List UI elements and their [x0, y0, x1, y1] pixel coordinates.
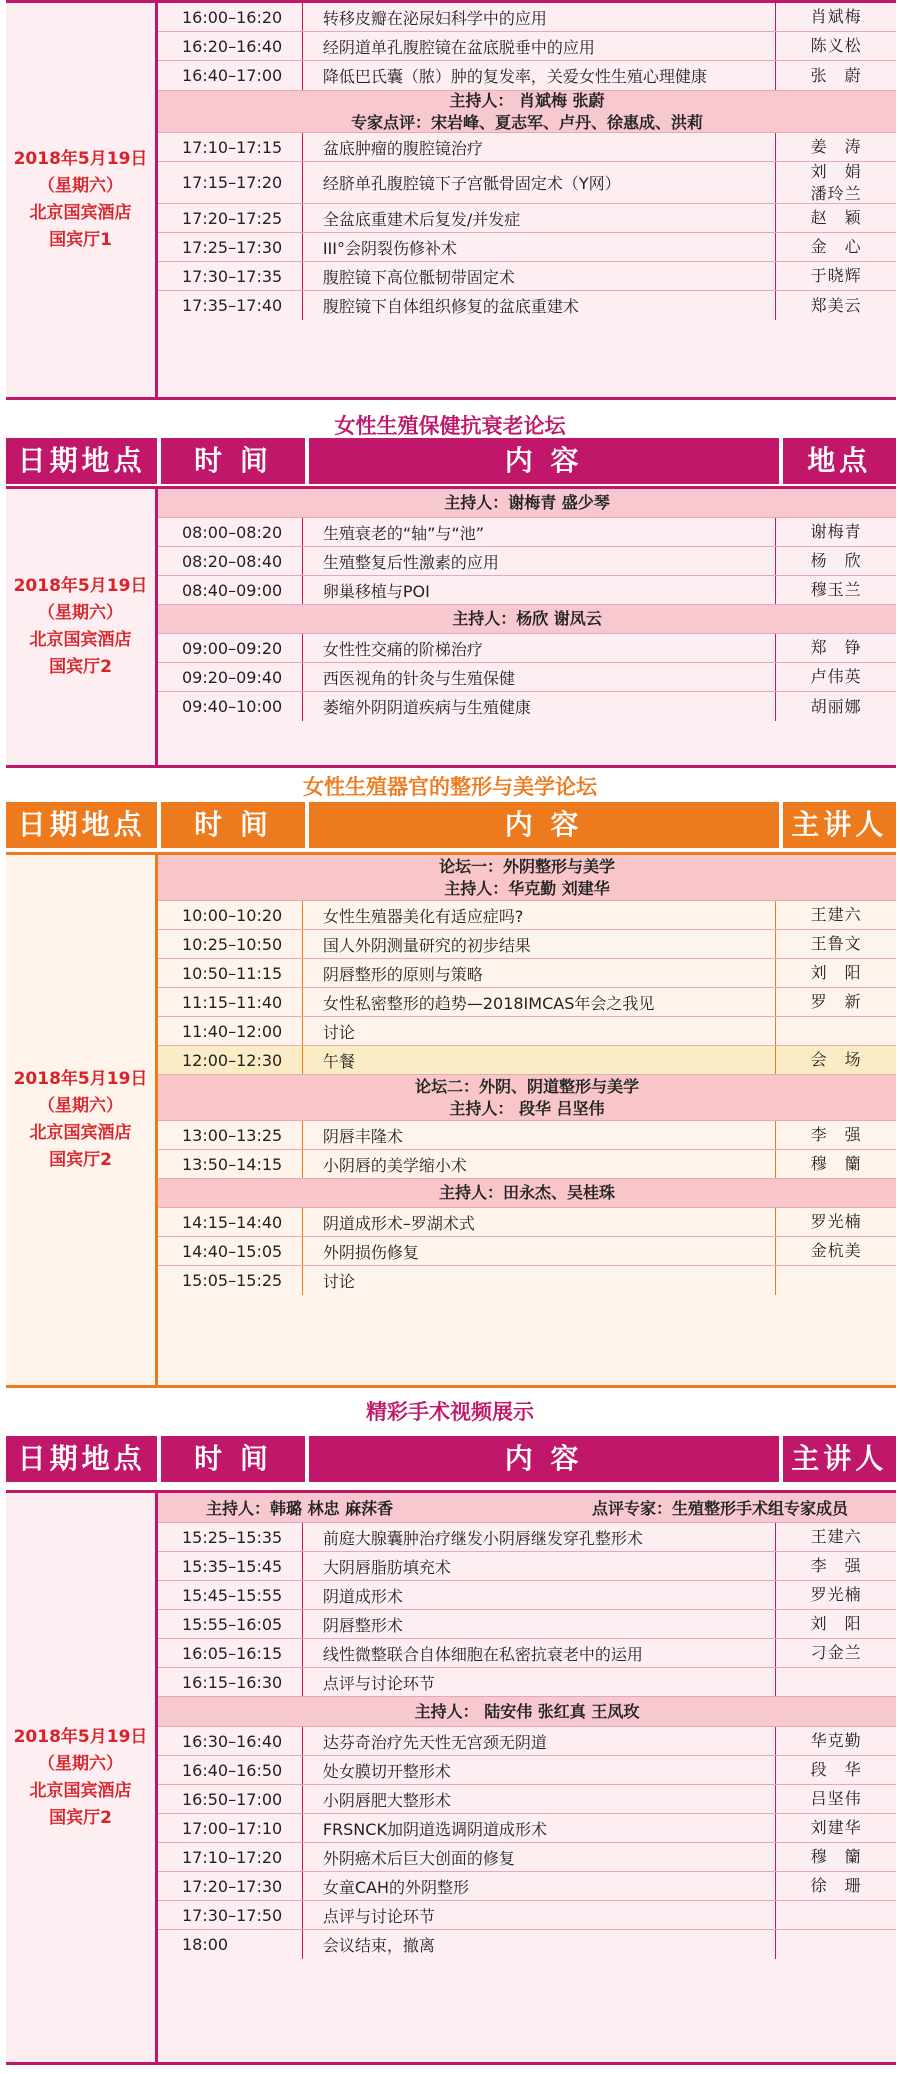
speaker-cell: 刘 娟 潘玲兰	[775, 162, 896, 203]
time-cell: 10:50–11:15	[182, 963, 283, 983]
speaker-cell: 卢伟英	[775, 663, 896, 691]
table-row	[158, 1237, 896, 1266]
time-cell: 15:55–16:05	[182, 1614, 283, 1634]
table-row	[158, 291, 896, 320]
content-cell: 经脐单孔腹腔镜下子宫骶骨固定术（Y网）	[302, 162, 775, 203]
time-cell: 09:20–09:40	[182, 667, 283, 687]
lunch-row	[158, 1046, 896, 1075]
time-cell: 10:00–10:20	[182, 905, 283, 925]
table-row	[158, 162, 896, 204]
content-cell: 小阴唇肥大整形术	[302, 1785, 775, 1813]
speaker-cell: 肖斌梅	[775, 3, 896, 31]
speaker-cell	[775, 1901, 896, 1929]
time-cell: 11:15–11:40	[182, 992, 283, 1012]
table-row	[158, 692, 896, 721]
content-cell: 外阴损伤修复	[302, 1237, 775, 1265]
content-cell: III°会阴裂伤修补术	[302, 233, 775, 261]
table-row	[158, 1785, 896, 1814]
content-cell: 全盆底重建术后复发/并发症	[302, 204, 775, 232]
table-row	[158, 547, 896, 576]
content-cell: 阴唇整形术	[302, 1610, 775, 1638]
table-row	[158, 1017, 896, 1046]
time-cell: 16:15–16:30	[182, 1672, 283, 1692]
table-row	[158, 204, 896, 233]
time-cell: 17:00–17:10	[182, 1818, 283, 1838]
speaker-cell: 谢梅青	[775, 518, 896, 546]
table-row	[158, 988, 896, 1017]
date-place-cell: 2018年5月19日 （星期六） 北京国宾酒店 国宾厅2	[6, 489, 158, 765]
moderator-bar: 论坛一：外阴整形与美学 主持人：华克勤 刘建华	[158, 855, 896, 901]
time-cell: 17:10–17:20	[182, 1847, 283, 1867]
header-speaker: 主讲人	[783, 1436, 896, 1482]
section-title-anti-aging: 女性生殖保健抗衰老论坛	[334, 414, 566, 438]
speaker-cell: 罗 新	[775, 988, 896, 1016]
table-row	[158, 930, 896, 959]
time-cell: 08:00–08:20	[182, 522, 283, 542]
moderator-bar: 论坛二：外阴、阴道整形与美学 主持人： 段华 吕坚伟	[158, 1075, 896, 1121]
content-cell: 降低巴氏囊（脓）肿的复发率，关爱女性生殖心理健康	[302, 61, 775, 90]
content-cell: 国人外阴测量研究的初步结果	[302, 930, 775, 958]
time-cell: 12:00–12:30	[182, 1050, 283, 1070]
moderator-bar: 主持人：田永杰、吴桂珠	[158, 1179, 896, 1208]
time-cell: 17:20–17:25	[182, 208, 283, 228]
header-date-place: 日期地点	[6, 802, 157, 848]
table-row	[158, 1814, 896, 1843]
moderator-bar: 主持人：杨欣 谢凤云	[158, 605, 896, 634]
speaker-cell: 穆玉兰	[775, 576, 896, 604]
table-row	[158, 3, 896, 32]
table-row	[158, 1523, 896, 1552]
table-row	[158, 1552, 896, 1581]
table-row	[158, 959, 896, 988]
speaker-cell: 胡丽娜	[775, 692, 896, 721]
schedule-table-surgery-video	[6, 1490, 896, 2065]
content-cell: 女性生殖器美化有适应症吗?	[302, 901, 775, 929]
date-place-cell: 2018年5月19日 （星期六） 北京国宾酒店 国宾厅1	[6, 3, 158, 397]
table-row	[158, 518, 896, 547]
table-row	[158, 32, 896, 61]
time-cell: 16:40–17:00	[182, 66, 283, 85]
table-row	[158, 1668, 896, 1697]
header-content: 内 容	[309, 802, 779, 848]
time-cell: 08:40–09:00	[182, 580, 283, 600]
header-content: 内 容	[309, 438, 779, 484]
speaker-cell: 李 强	[775, 1552, 896, 1580]
time-cell: 16:00–16:20	[182, 7, 283, 27]
table-row	[158, 1121, 896, 1150]
content-cell: 线性微整联合自体细胞在私密抗衰老中的运用	[302, 1639, 775, 1667]
content-cell: 女性私密整形的趋势—2018IMCAS年会之我见	[302, 988, 775, 1016]
speaker-cell: 罗光楠	[775, 1208, 896, 1236]
table-header	[6, 438, 896, 484]
time-cell: 16:05–16:15	[182, 1643, 283, 1663]
schedule-table-urogyn	[6, 0, 896, 400]
time-cell: 09:40–10:00	[182, 697, 283, 716]
table-row	[158, 1610, 896, 1639]
speaker-cell: 王鲁文	[775, 930, 896, 958]
table-row	[158, 1727, 896, 1756]
content-cell: 讨论	[302, 1017, 775, 1045]
table-row	[158, 576, 896, 605]
speaker-cell: 罗光楠	[775, 1581, 896, 1609]
header-time: 时 间	[161, 438, 304, 484]
section-title-plastic-surgery: 女性生殖器官的整形与美学论坛	[303, 775, 597, 799]
table-row	[158, 1581, 896, 1610]
table-row	[158, 663, 896, 692]
speaker-cell	[775, 1930, 896, 1959]
content-cell: 女性性交痛的阶梯治疗	[302, 634, 775, 662]
content-cell: 讨论	[302, 1266, 775, 1295]
time-cell: 16:50–17:00	[182, 1789, 283, 1809]
content-cell: 外阴癌术后巨大创面的修复	[302, 1843, 775, 1871]
table-row	[158, 1266, 896, 1295]
speaker-cell: 吕坚伟	[775, 1785, 896, 1813]
content-cell: 盆底肿瘤的腹腔镜治疗	[302, 133, 775, 161]
time-cell: 17:20–17:30	[182, 1876, 283, 1896]
speaker-cell: 赵 颖	[775, 204, 896, 232]
speaker-cell: 刘建华	[775, 1814, 896, 1842]
time-cell: 14:15–14:40	[182, 1212, 283, 1232]
header-date-place: 日期地点	[6, 1436, 157, 1482]
content-cell: 转移皮瓣在泌尿妇科学中的应用	[302, 3, 775, 31]
content-cell: 会议结束，撤离	[302, 1930, 775, 1959]
table-row	[158, 1843, 896, 1872]
speaker-cell: 金 心	[775, 233, 896, 261]
schedule-table-anti-aging	[6, 486, 896, 768]
speaker-cell: 刁金兰	[775, 1639, 896, 1667]
time-cell: 15:25–15:35	[182, 1527, 283, 1547]
table-row	[158, 1901, 896, 1930]
content-cell: 卵巢移植与POI	[302, 576, 775, 604]
content-cell: 萎缩外阴阴道疾病与生殖健康	[302, 692, 775, 721]
time-cell: 17:15–17:20	[182, 173, 283, 192]
speaker-cell: 郑美云	[775, 291, 896, 320]
schedule-table-plastic-surgery	[6, 852, 896, 1388]
speaker-cell: 郑 铮	[775, 634, 896, 662]
table-row	[158, 133, 896, 162]
time-cell: 17:30–17:50	[182, 1905, 283, 1925]
time-cell: 14:40–15:05	[182, 1241, 283, 1261]
speaker-cell	[775, 1266, 896, 1295]
content-cell: 阴道成形术–罗湖术式	[302, 1208, 775, 1236]
header-content: 内 容	[309, 1436, 779, 1482]
time-cell: 13:50–14:15	[182, 1154, 283, 1174]
speaker-cell: 张 蔚	[775, 61, 896, 90]
speaker-cell: 姜 涛	[775, 133, 896, 161]
table-row	[158, 1872, 896, 1901]
reviewer-label: 点评专家：生殖整形手术组专家成员	[591, 1499, 848, 1518]
time-cell: 18:00	[182, 1935, 229, 1954]
date-place-cell: 2018年5月19日 （星期六） 北京国宾酒店 国宾厅2	[6, 1493, 158, 2062]
content-cell: 女童CAH的外阴整形	[302, 1872, 775, 1900]
time-cell: 09:00–09:20	[182, 638, 283, 658]
content-cell: 小阴唇的美学缩小术	[302, 1150, 775, 1178]
table-row	[158, 901, 896, 930]
content-cell: 点评与讨论环节	[302, 1668, 775, 1696]
speaker-cell: 华克勤	[775, 1727, 896, 1755]
date-place-cell: 2018年5月19日 （星期六） 北京国宾酒店 国宾厅2	[6, 855, 158, 1385]
header-time: 时 间	[161, 1436, 304, 1482]
section-title-surgery-video: 精彩手术视频展示	[366, 1400, 534, 1424]
table-row	[158, 1930, 896, 1959]
speaker-cell: 于晓辉	[775, 262, 896, 290]
table-header	[6, 802, 896, 848]
speaker-cell	[775, 1668, 896, 1696]
speaker-cell: 李 强	[775, 1121, 896, 1149]
table-row	[158, 1150, 896, 1179]
content-cell: 阴唇丰隆术	[302, 1121, 775, 1149]
table-row	[158, 1208, 896, 1237]
content-cell: 生殖整复后性激素的应用	[302, 547, 775, 575]
header-speaker: 主讲人	[783, 802, 896, 848]
table-row	[158, 233, 896, 262]
speaker-cell: 会 场	[775, 1046, 896, 1074]
table-row	[158, 61, 896, 91]
content-cell: FRSNCK加阴道选调阴道成形术	[302, 1814, 775, 1842]
content-cell: 处女膜切开整形术	[302, 1756, 775, 1784]
content-cell: 腹腔镜下高位骶韧带固定术	[302, 262, 775, 290]
speaker-cell: 穆 籣	[775, 1150, 896, 1178]
time-cell: 15:35–15:45	[182, 1556, 283, 1576]
speaker-cell: 刘 阳	[775, 1610, 896, 1638]
moderator-bar: 主持人： 陆安伟 张红真 王凤玫	[158, 1697, 896, 1727]
content-cell: 阴唇整形的原则与策略	[302, 959, 775, 987]
time-cell: 10:25–10:50	[182, 934, 283, 954]
speaker-cell: 段 华	[775, 1756, 896, 1784]
table-header	[6, 1436, 896, 1482]
time-cell: 17:30–17:35	[182, 266, 283, 286]
time-cell: 15:05–15:25	[182, 1271, 283, 1290]
content-cell: 生殖衰老的“轴”与“池”	[302, 518, 775, 546]
time-cell: 16:20–16:40	[182, 36, 283, 56]
moderator-bar: 主持人： 肖斌梅 张蔚 专家点评：宋岩峰、夏志军、卢丹、徐惠成、洪莉	[158, 91, 896, 133]
header-time: 时 间	[161, 802, 304, 848]
speaker-cell: 金杭美	[775, 1237, 896, 1265]
content-cell: 点评与讨论环节	[302, 1901, 775, 1929]
time-cell: 17:35–17:40	[182, 296, 283, 315]
speaker-cell: 陈义松	[775, 32, 896, 60]
table-row	[158, 262, 896, 291]
table-row	[158, 1756, 896, 1785]
speaker-cell: 王建六	[775, 901, 896, 929]
time-cell: 17:25–17:30	[182, 237, 283, 257]
speaker-cell: 徐 珊	[775, 1872, 896, 1900]
speaker-cell: 穆 籣	[775, 1843, 896, 1871]
content-cell: 阴道成形术	[302, 1581, 775, 1609]
moderator-bar: 主持人：谢梅青 盛少琴	[158, 489, 896, 518]
header-place: 地点	[783, 438, 896, 484]
content-cell: 经阴道单孔腹腔镜在盆底脱垂中的应用	[302, 32, 775, 60]
time-cell: 15:45–15:55	[182, 1585, 283, 1605]
time-cell: 13:00–13:25	[182, 1125, 283, 1145]
content-cell: 午餐	[302, 1046, 775, 1074]
time-cell: 16:40–16:50	[182, 1760, 283, 1780]
content-cell: 达芬奇治疗先天性无宫颈无阴道	[302, 1727, 775, 1755]
content-cell: 西医视角的针灸与生殖保健	[302, 663, 775, 691]
header-date-place: 日期地点	[6, 438, 157, 484]
table-row	[158, 634, 896, 663]
moderator-bar	[158, 1493, 896, 1523]
time-cell: 16:30–16:40	[182, 1731, 283, 1751]
speaker-cell	[775, 1017, 896, 1045]
speaker-cell: 王建六	[775, 1523, 896, 1551]
speaker-cell: 刘 阳	[775, 959, 896, 987]
speaker-cell: 杨 欣	[775, 547, 896, 575]
moderator-label: 主持人：韩璐 林忠 麻莯香	[206, 1499, 394, 1518]
time-cell: 11:40–12:00	[182, 1021, 283, 1041]
time-cell: 08:20–08:40	[182, 551, 283, 571]
content-cell: 大阴唇脂肪填充术	[302, 1552, 775, 1580]
time-cell: 17:10–17:15	[182, 137, 283, 157]
table-row	[158, 1639, 896, 1668]
content-cell: 腹腔镜下自体组织修复的盆底重建术	[302, 291, 775, 320]
content-cell: 前庭大腺囊肿治疗继发小阴唇继发穿孔整形术	[302, 1523, 775, 1551]
